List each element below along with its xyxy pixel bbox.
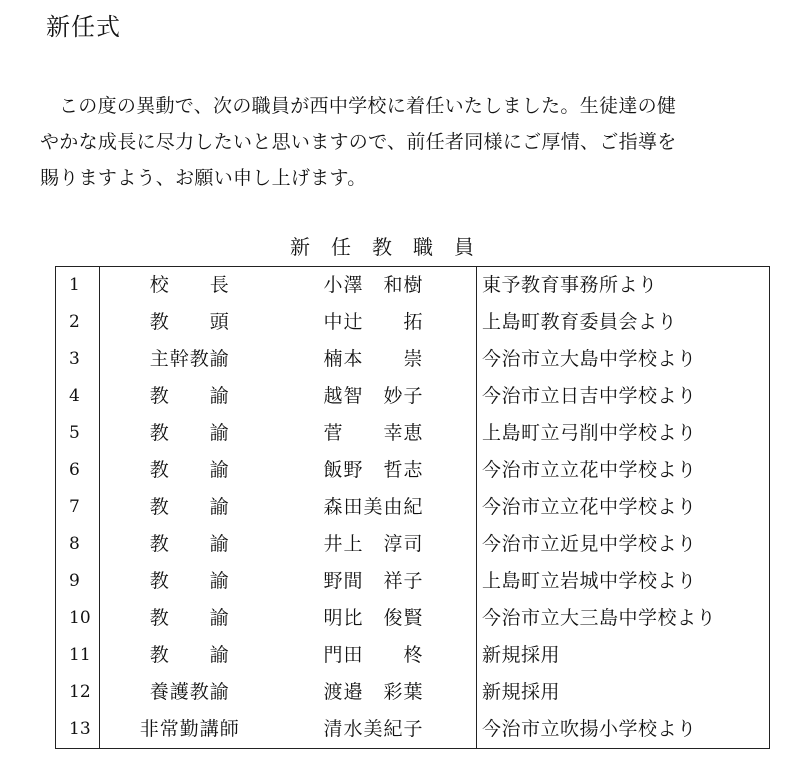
staff-name: 越智 妙子 [280, 378, 477, 415]
previous-post: 今治市立日吉中学校より [482, 385, 697, 407]
table-row [56, 267, 770, 305]
position-title: 教 諭 [149, 570, 230, 592]
position-title: 主幹教諭 [149, 348, 230, 370]
staff-name: 飯野 哲志 [280, 452, 477, 489]
staff-name: 森田美由紀 [280, 489, 477, 526]
table-row [56, 711, 770, 749]
table-row [56, 637, 770, 674]
table-title: 新任教職員 [290, 235, 495, 259]
previous-post: 今治市立大三島中学校より [482, 607, 717, 629]
staff-name: 中辻 拓 [280, 304, 477, 341]
position-title: 教 頭 [149, 311, 230, 333]
row-number: 6 [56, 452, 100, 489]
table-row [56, 304, 770, 341]
staff-name: 清水美紀子 [280, 711, 477, 749]
row-number: 5 [56, 415, 100, 452]
page-title: 新任式 [46, 13, 121, 41]
row-number: 7 [56, 489, 100, 526]
staff-name: 井上 淳司 [280, 526, 477, 563]
staff-name: 菅 幸恵 [280, 415, 477, 452]
table-row [56, 563, 770, 600]
row-number: 13 [56, 711, 100, 749]
previous-post: 今治市立大島中学校より [482, 348, 697, 370]
staff-name: 明比 俊賢 [280, 600, 477, 637]
position-title: 教 諭 [149, 644, 230, 666]
position-title: 養護教諭 [149, 681, 230, 703]
previous-post: 上島町立岩城中学校より [482, 570, 697, 592]
staff-name: 門田 柊 [280, 637, 477, 674]
staff-name: 野間 祥子 [280, 563, 477, 600]
row-number: 11 [56, 637, 100, 674]
staff-name: 小澤 和樹 [280, 267, 477, 305]
previous-post: 今治市立立花中学校より [482, 496, 697, 518]
staff-name: 渡邉 彩葉 [280, 674, 477, 711]
previous-post: 上島町立弓削中学校より [482, 422, 697, 444]
previous-post: 新規採用 [482, 681, 561, 703]
previous-post: 今治市立立花中学校より [482, 459, 697, 481]
row-number: 2 [56, 304, 100, 341]
position-title: 非常勤講師 [139, 718, 240, 740]
position-title: 校 長 [149, 274, 230, 296]
intro-line-3: 賜りますよう、お願い申し上げます。 [40, 167, 367, 189]
previous-post: 今治市立吹揚小学校より [482, 718, 697, 740]
position-title: 教 諭 [149, 533, 230, 555]
row-number: 9 [56, 563, 100, 600]
previous-post: 東予教育事務所より [482, 274, 658, 296]
row-number: 10 [56, 600, 100, 637]
position-title: 教 諭 [149, 385, 230, 407]
table-row [56, 600, 770, 637]
row-number: 3 [56, 341, 100, 378]
position-title: 教 諭 [149, 459, 230, 481]
row-number: 12 [56, 674, 100, 711]
table-row [56, 489, 770, 526]
intro-line-1: この度の異動で、次の職員が西中学校に着任いたしました。生徒達の健 [59, 95, 677, 117]
staff-name: 楠本 崇 [280, 341, 477, 378]
position-title: 教 諭 [149, 422, 230, 444]
row-number: 8 [56, 526, 100, 563]
table-row [56, 452, 770, 489]
staff-table-body [56, 267, 770, 749]
table-row [56, 674, 770, 711]
table-row [56, 341, 770, 378]
position-title: 教 諭 [149, 496, 230, 518]
row-number: 1 [56, 267, 100, 305]
table-row [56, 526, 770, 563]
previous-post: 新規採用 [482, 644, 561, 666]
previous-post: 上島町教育委員会より [482, 311, 678, 333]
row-number: 4 [56, 378, 100, 415]
previous-post: 今治市立近見中学校より [482, 533, 697, 555]
intro-line-2: やかな成長に尽力したいと思いますので、前任者同様にご厚情、ご指導を [40, 131, 677, 153]
position-title: 教 諭 [149, 607, 230, 629]
table-row [56, 415, 770, 452]
table-row [56, 378, 770, 415]
staff-table [55, 266, 770, 749]
intro-paragraph [40, 88, 760, 196]
